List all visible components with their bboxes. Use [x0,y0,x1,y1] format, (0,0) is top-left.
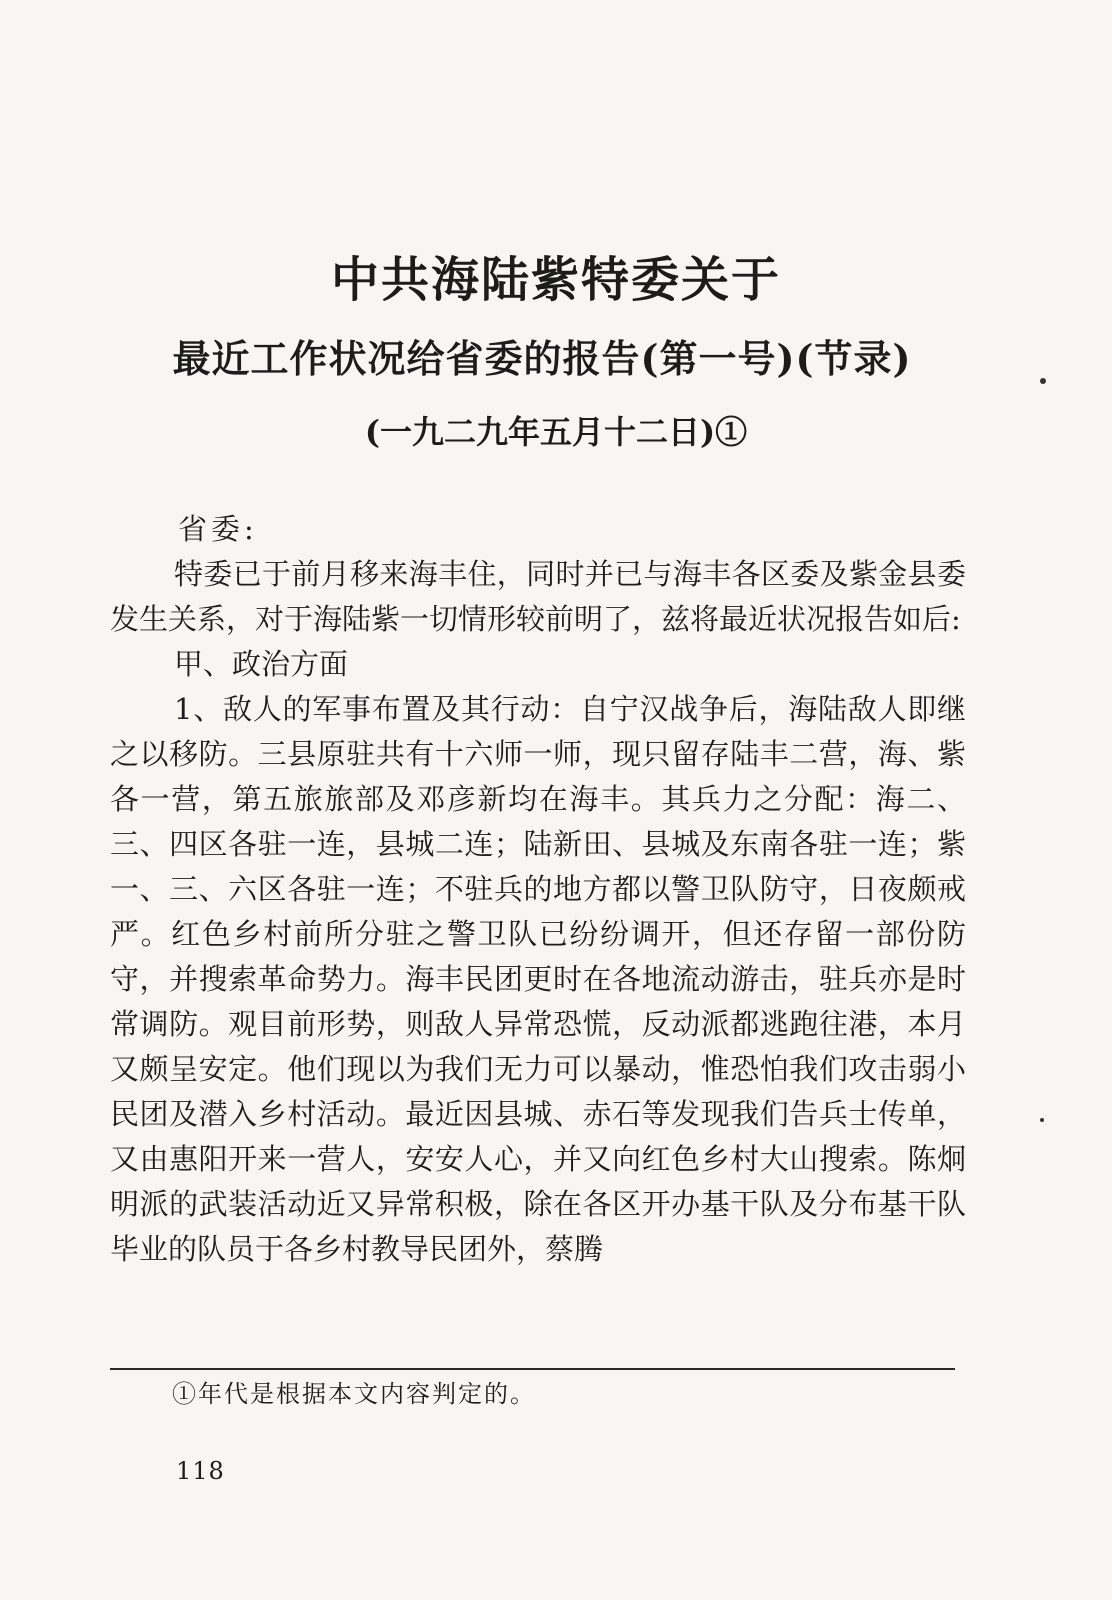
print-speck [1040,378,1046,384]
document-body [110,507,966,1272]
paragraph-military: 1、敌人的军事布置及其行动：自宁汉战争后，海陆敌人即继之以移防。三县原驻共有十六师一师，现只留存陆丰二营，海、紫各一营，第五旅旅部及邓彦新均在海丰。其兵力之分配：海二、三、四区各驻一连，县城二连；陆新田、县城及东南各驻一连；紫一、三、六区各驻一连；不驻兵的地方都以警卫队防守，日夜颇戒严。红色乡村前所分驻之警卫队已纷纷调开，但还存留一部份防守，并搜索革命势力。海丰民团更时在各地流动游击，驻兵亦是时常调防。观目前形势，则敌人异常恐慌，反动派都逃跑往港，本月又颇呈安定。他们现以为我们无力可以暴动，惟恐怕我们攻击弱小民团及潜入乡村活动。最近因县城、赤石等发现我们告兵士传单，又由惠阳开来一营人，安安人心，并又向红色乡村大山搜索。陈炯明派的武装活动近又异常积极，除在各区开办基干队及分布基干队毕业的队员于各乡村教导民团外，蔡腾 [110,692,966,1266]
paragraph-intro: 特委已于前月移来海丰住，同时并已与海丰各区委及紫金县委发生关系，对于海陆紫一切情形较前明了，兹将最近状况报告如后: [110,557,966,636]
salutation: 省委: [178,512,258,546]
footnote: ①年代是根据本文内容判定的。 [172,1380,536,1408]
document-subtitle: 最近工作状况给省委的报告(第一号)(节录) [172,336,912,381]
section-heading: 甲、政治方面 [174,647,349,681]
footnote-divider [110,1368,955,1370]
document-title: 中共海陆紫特委关于 [330,252,781,308]
page-number: 118 [176,1457,225,1485]
document-date: (一九二九年五月十二日)① [364,413,748,451]
print-speck [1040,1118,1044,1122]
